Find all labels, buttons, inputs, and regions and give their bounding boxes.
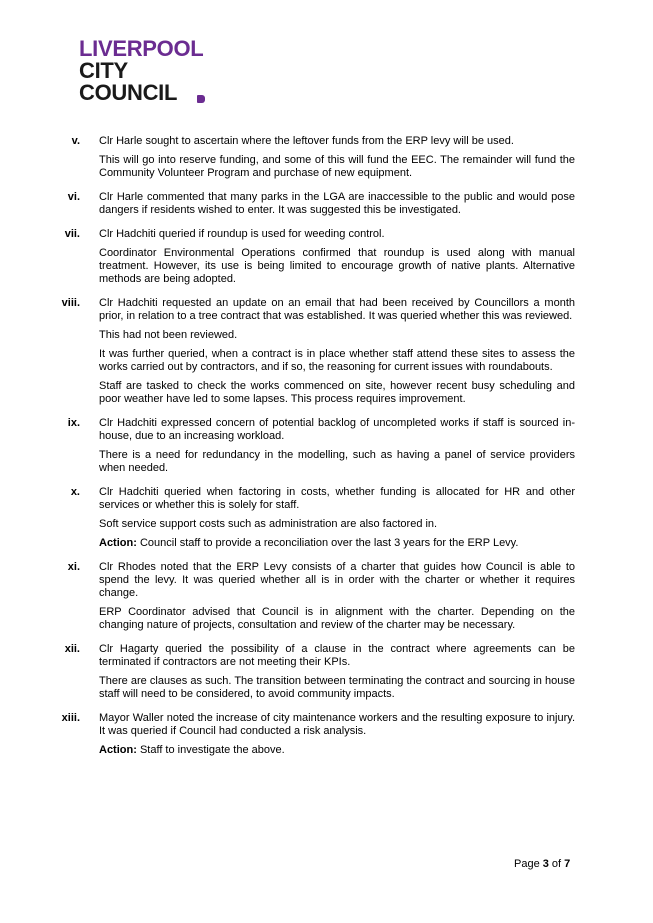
paragraph-text: Clr Hadchiti expressed concern of potential backlog of uncompleted works if staff is sourced in-house, due to an increasing workload. <box>99 417 575 442</box>
item-paragraphs <box>99 417 575 475</box>
item-paragraphs <box>99 712 575 757</box>
list-item <box>0 297 653 406</box>
action-paragraph <box>99 744 575 757</box>
paragraph-text: Mayor Waller noted the increase of city maintenance workers and the resulting exposure to injury. It was queried if Council had conducted a risk analysis. <box>99 712 575 737</box>
item-number: xi. <box>67 561 80 573</box>
item-paragraphs <box>99 135 575 180</box>
paragraph-text: This will go into reserve funding, and some of this will fund the EEC. The remainder will fund the Community Volunteer Program and purchase of new equipment. <box>99 154 575 179</box>
paragraph-text: Clr Rhodes noted that the ERP Levy consists of a charter that guides how Council is able to spend the levy. It was queried whether all is in order with the charter or whether it requires change. <box>99 561 575 599</box>
action-paragraph <box>99 537 575 550</box>
item-paragraphs <box>99 561 575 632</box>
item-paragraphs <box>99 191 575 217</box>
list-item <box>0 486 653 550</box>
page-number <box>514 858 570 870</box>
paragraph-text: Clr Hadchiti queried if roundup is used for weeding control. <box>99 228 385 240</box>
paragraph <box>99 329 575 342</box>
item-paragraphs <box>99 228 575 286</box>
paragraph-text: It was further queried, when a contract is in place whether staff attend these sites to assess the works carried out by contractors, and if so, the reasoning for current issues with roundabouts. <box>99 348 575 373</box>
item-paragraphs <box>99 297 575 406</box>
paragraph-text: Council staff to provide a reconciliation over the last 3 years for the ERP Levy. <box>136 537 519 549</box>
item-number: vi. <box>67 191 80 203</box>
paragraph <box>99 297 575 323</box>
paragraph-text: Staff to investigate the above. <box>136 744 285 756</box>
item-number: xiii. <box>61 712 80 724</box>
paragraph-text: Clr Hadchiti requested an update on an email that had been received by Councillors a month prior, in relation to a tree contract that was established. It was queried whether this was reviewed. <box>99 297 575 322</box>
page-total: 7 <box>564 858 571 870</box>
list-item <box>0 228 653 286</box>
page-current: 3 <box>542 858 549 870</box>
paragraph <box>99 449 575 475</box>
paragraph-text: This had not been reviewed. <box>99 329 238 341</box>
item-number: xii. <box>64 643 80 655</box>
logo-mark-icon <box>197 95 205 103</box>
paragraph-text: Staff are tasked to check the works commenced on site, however recent busy scheduling and poor weather have led to some lapses. This process requires improvement. <box>99 380 575 405</box>
paragraph <box>99 417 575 443</box>
item-paragraphs <box>99 486 575 550</box>
page-of-word: of <box>548 858 565 870</box>
paragraph <box>99 380 575 406</box>
paragraph <box>99 135 575 148</box>
paragraph-text: Soft service support costs such as administration are also factored in. <box>99 518 438 530</box>
logo-line-2: CITY <box>79 58 128 83</box>
list-item <box>0 417 653 475</box>
list-item <box>0 712 653 757</box>
item-paragraphs <box>99 643 575 701</box>
list-item <box>0 191 653 217</box>
minutes-items-list <box>0 135 653 768</box>
paragraph <box>99 606 575 632</box>
paragraph-text: ERP Coordinator advised that Council is in alignment with the charter. Depending on the changing nature of projects, consultation and review of the charter may be necessary. <box>99 606 575 631</box>
list-item <box>0 561 653 632</box>
item-number: ix. <box>67 417 80 429</box>
paragraph-text: Clr Harle sought to ascertain where the leftover funds from the ERP levy will be used. <box>99 135 514 147</box>
paragraph <box>99 228 575 241</box>
item-number: x. <box>70 486 80 498</box>
item-number: viii. <box>61 297 80 309</box>
list-item <box>0 135 653 180</box>
paragraph-text: Clr Hadchiti queried when factoring in costs, whether funding is allocated for HR and other services or whether this is solely for staff. <box>99 486 575 511</box>
paragraph <box>99 348 575 374</box>
paragraph-text: Clr Hagarty queried the possibility of a clause in the contract where agreements can be terminated if contractors are not meeting their KPIs. <box>99 643 575 668</box>
item-number: vii. <box>64 228 80 240</box>
council-logo <box>79 38 239 108</box>
paragraph <box>99 191 575 217</box>
action-label: Action: <box>99 744 137 756</box>
paragraph-text: There are clauses as such. The transition between terminating the contract and sourcing in house staff will need to be considered, to avoid community impacts. <box>99 675 575 700</box>
paragraph-text: There is a need for redundancy in the modelling, such as having a panel of service providers when needed. <box>99 449 575 474</box>
logo-line-3: COUNCIL <box>79 80 178 105</box>
paragraph <box>99 561 575 600</box>
paragraph-text: Clr Harle commented that many parks in the LGA are inaccessible to the public and would pose dangers if residents wished to enter. It was suggested this be investigated. <box>99 191 575 216</box>
action-label: Action: <box>99 537 137 549</box>
paragraph <box>99 712 575 738</box>
paragraph <box>99 675 575 701</box>
list-item <box>0 643 653 701</box>
paragraph <box>99 518 575 531</box>
paragraph <box>99 486 575 512</box>
page-word: Page <box>514 858 543 870</box>
paragraph <box>99 247 575 286</box>
paragraph-text: Coordinator Environmental Operations confirmed that roundup is used along with manual treatment. However, its use is being limited to encourage growth of native plants. Alternative methods are being adopted. <box>99 247 575 285</box>
paragraph <box>99 154 575 180</box>
item-number: v. <box>71 135 80 147</box>
logo-line-1: LIVERPOOL <box>79 36 204 61</box>
paragraph <box>99 643 575 669</box>
